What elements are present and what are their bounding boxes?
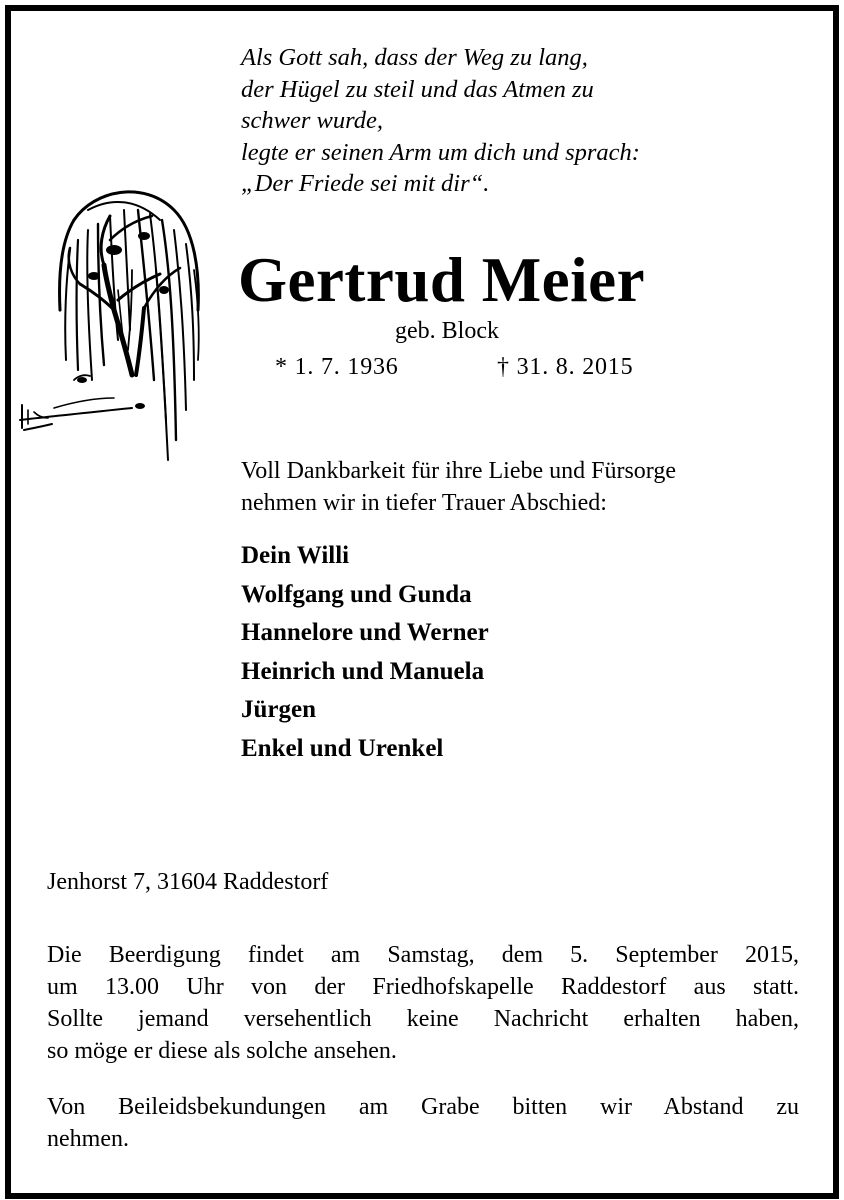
- birth-date: * 1. 7. 1936: [275, 354, 399, 380]
- poem: [241, 42, 640, 200]
- poem-line: schwer wurde,: [241, 107, 383, 134]
- poem-line: „Der Friede sei mit dir“.: [241, 170, 490, 197]
- mourner-name: Wolfgang und Gunda: [241, 580, 472, 608]
- thanks-line: nehmen wir in tiefer Trauer Abschied:: [241, 490, 607, 516]
- funeral-notice: [47, 939, 799, 1067]
- mourner-name: Enkel und Urenkel: [241, 734, 444, 762]
- funeral-line: Sollte jemand versehentlich keine Nachricht erhalten haben,: [47, 1006, 799, 1032]
- condolences-line: nehmen.: [47, 1126, 129, 1152]
- weeping-willow-icon: [14, 180, 214, 480]
- thanks-text: [241, 455, 676, 519]
- address: Jenhorst 7, 31604 Raddestorf: [47, 869, 329, 895]
- death-date: † 31. 8. 2015: [497, 354, 634, 380]
- mourner-name: Heinrich und Manuela: [241, 657, 485, 685]
- mourners-list: [241, 537, 489, 768]
- funeral-line: so möge er diese als solche ansehen.: [47, 1038, 397, 1064]
- funeral-line: um 13.00 Uhr von der Friedhofskapelle Raddestorf aus statt.: [47, 974, 799, 1000]
- maiden-name: geb. Block: [395, 318, 499, 344]
- thanks-line: Voll Dankbarkeit für ihre Liebe und Fürsorge: [241, 458, 677, 484]
- mourner-name: Dein Willi: [241, 542, 350, 569]
- poem-line: der Hügel zu steil und das Atmen zu: [241, 75, 594, 103]
- deceased-name: Gertrud Meier: [238, 245, 646, 315]
- condolences-line: Von Beileidsbekundungen am Grabe bitten wir Abstand zu: [47, 1094, 799, 1120]
- funeral-line: Die Beerdigung findet am Samstag, dem 5. September 2015,: [47, 942, 799, 968]
- mourner-name: Hannelore und Werner: [241, 619, 489, 646]
- mourner-name: Jürgen: [241, 696, 316, 723]
- condolences-notice: [47, 1091, 799, 1155]
- poem-line: Als Gott sah, dass der Weg zu lang,: [241, 44, 588, 71]
- poem-line: legte er seinen Arm um dich und sprach:: [241, 138, 640, 166]
